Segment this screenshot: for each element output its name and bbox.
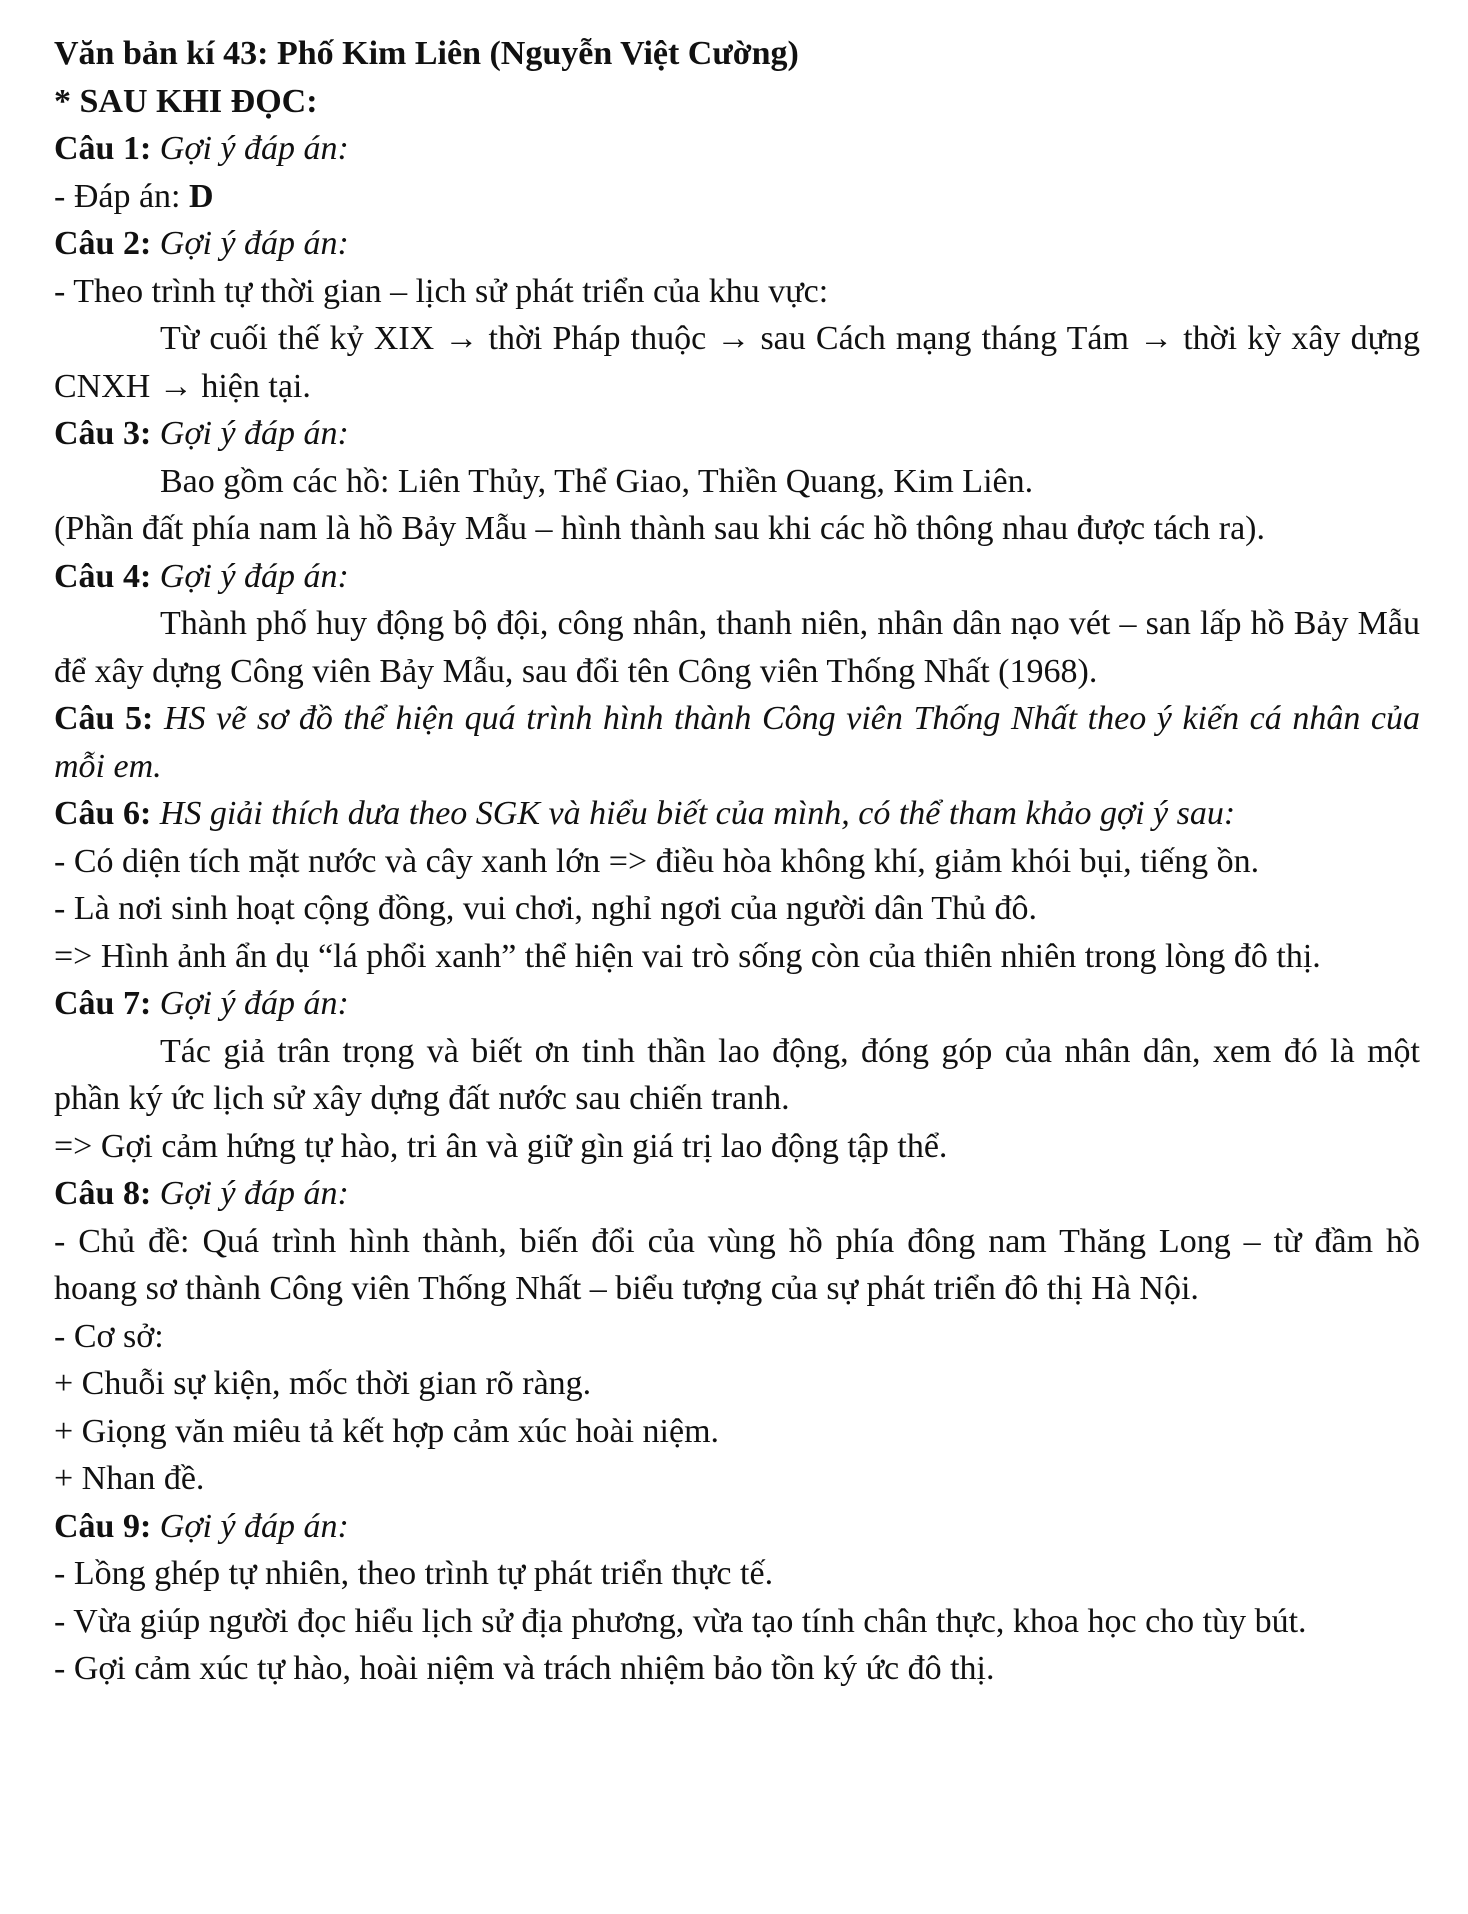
hint-label: Gợi ý đáp án: bbox=[159, 1175, 349, 1212]
answer-value: D bbox=[189, 177, 214, 215]
question-label: Câu 1: bbox=[54, 130, 152, 167]
question-4-paragraph: Thành phố huy động bộ đội, công nhân, thanh niên, nhân dân nạo vét – san lấp hồ Bảy Mẫu để xây dựng Công viên Bảy Mẫu, sau đổi tên Công viên Thống Nhất (1968). bbox=[54, 605, 1420, 690]
question-label: Câu 8: bbox=[54, 1175, 152, 1212]
question-6-text: HS giải thích dưa theo SGK và hiểu biết của mình, có thể tham khảo gợi ý sau: bbox=[159, 795, 1236, 832]
hint-label: Gợi ý đáp án: bbox=[159, 557, 349, 595]
question-label: Câu 4: bbox=[54, 557, 152, 595]
question-label: Câu 7: bbox=[54, 985, 152, 1022]
question-2-heading bbox=[54, 220, 1420, 268]
question-8-bullet-1: - Chủ đề: Quá trình hình thành, biến đổi của vùng hồ phía đông nam Thăng Long – từ đầm hồ hoang sơ thành Công viên Thống Nhất – biểu tượng của sự phát triển đô thị Hà Nội. bbox=[54, 1222, 1420, 1307]
question-2-line: - Theo trình tự thời gian – lịch sử phát triển của khu vực: bbox=[54, 272, 829, 310]
hint-label: Gợi ý đáp án: bbox=[159, 130, 349, 167]
section-heading: * SAU KHI ĐỌC: bbox=[54, 82, 318, 120]
question-6-heading bbox=[54, 790, 1420, 838]
question-6-bullet-1: - Có diện tích mặt nước và cây xanh lớn => điều hòa không khí, giảm khói bụi, tiếng ồn. bbox=[54, 842, 1260, 880]
question-2-paragraph: Từ cuối thế kỷ XIX → thời Pháp thuộc → sau Cách mạng tháng Tám → thời kỳ xây dựng CNXH → hiện tại. bbox=[54, 320, 1420, 405]
hint-label: Gợi ý đáp án: bbox=[159, 1507, 349, 1545]
question-9-bullet-2: - Vừa giúp người đọc hiểu lịch sử địa phương, vừa tạo tính chân thực, khoa học cho tùy bút. bbox=[54, 1602, 1307, 1640]
question-1-answer bbox=[54, 173, 1420, 221]
question-5-paragraph bbox=[54, 695, 1420, 790]
question-9-heading bbox=[54, 1503, 1420, 1551]
question-6-bullet-2: - Là nơi sinh hoạt cộng đồng, vui chơi, nghỉ ngơi của người dân Thủ đô. bbox=[54, 890, 1038, 927]
question-8-bullet-3: + Chuỗi sự kiện, mốc thời gian rõ ràng. bbox=[54, 1365, 592, 1402]
question-3-paragraph: Bao gồm các hồ: Liên Thủy, Thể Giao, Thiền Quang, Kim Liên. bbox=[160, 462, 1034, 500]
hint-label: Gợi ý đáp án: bbox=[159, 415, 349, 452]
question-label: Câu 5: bbox=[54, 700, 154, 737]
question-1-heading bbox=[54, 125, 1420, 173]
question-7-paragraph: Tác giả trân trọng và biết ơn tinh thần lao động, đóng góp của nhân dân, xem đó là một phần ký ức lịch sử xây dựng đất nước sau chiến tranh. bbox=[54, 1032, 1420, 1117]
question-8-heading bbox=[54, 1170, 1420, 1218]
question-8-bullet-5: + Nhan đề. bbox=[54, 1460, 205, 1497]
question-4-heading bbox=[54, 553, 1420, 601]
question-7-heading bbox=[54, 980, 1420, 1028]
question-label: Câu 3: bbox=[54, 415, 152, 452]
question-5-text: HS vẽ sơ đồ thể hiện quá trình hình thành Công viên Thống Nhất theo ý kiến cá nhân của mỗi em. bbox=[54, 700, 1421, 785]
question-6-bullet-3: => Hình ảnh ẩn dụ “lá phổi xanh” thể hiện vai trò sống còn của thiên nhiên trong lòng đô thị. bbox=[54, 937, 1321, 975]
answer-prefix: - Đáp án: bbox=[54, 177, 190, 215]
document-title: Văn bản kí 43: Phố Kim Liên (Nguyễn Việt Cường) bbox=[54, 35, 799, 72]
question-label: Câu 2: bbox=[54, 225, 152, 262]
question-3-heading bbox=[54, 410, 1420, 458]
question-7-bullet-1: => Gợi cảm hứng tự hào, tri ân và giữ gìn giá trị lao động tập thể. bbox=[54, 1127, 948, 1165]
question-8-bullet-2: - Cơ sở: bbox=[54, 1317, 164, 1355]
question-8-bullet-4: + Giọng văn miêu tả kết hợp cảm xúc hoài niệm. bbox=[54, 1412, 720, 1450]
question-9-bullet-3: - Gợi cảm xúc tự hào, hoài niệm và trách nhiệm bảo tồn ký ức đô thị. bbox=[54, 1650, 995, 1687]
question-3-note: (Phần đất phía nam là hồ Bảy Mẫu – hình thành sau khi các hồ thông nhau được tách ra). bbox=[54, 510, 1265, 547]
question-label: Câu 9: bbox=[54, 1507, 152, 1545]
question-label: Câu 6: bbox=[54, 795, 152, 832]
hint-label: Gợi ý đáp án: bbox=[159, 985, 349, 1022]
question-9-bullet-1: - Lồng ghép tự nhiên, theo trình tự phát triển thực tế. bbox=[54, 1555, 774, 1592]
hint-label: Gợi ý đáp án: bbox=[159, 225, 349, 262]
